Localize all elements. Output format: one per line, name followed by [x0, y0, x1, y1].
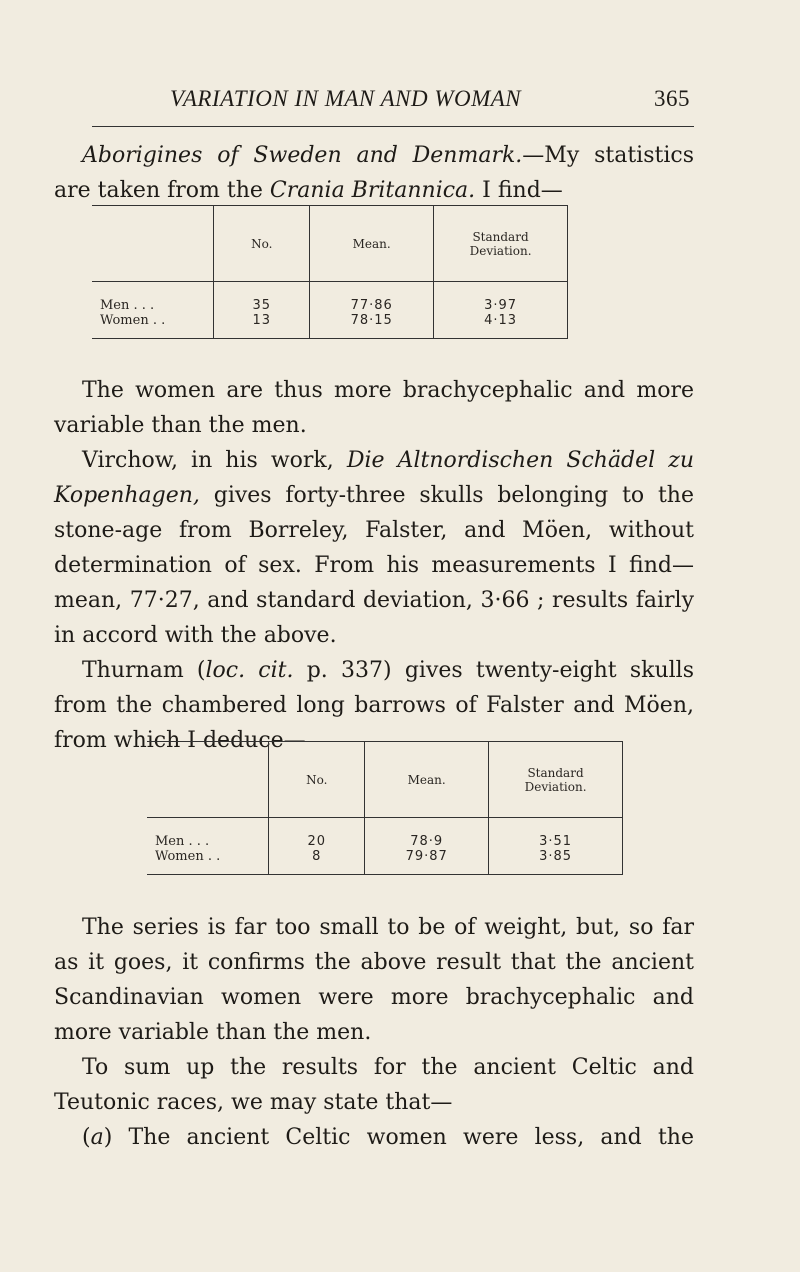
- text-line: in accord with the above.: [54, 623, 337, 648]
- text-line: variable than the men.: [54, 413, 307, 438]
- running-title: VARIATION IN MAN AND WOMAN: [170, 86, 522, 111]
- header-cell-no: No.: [214, 206, 310, 282]
- text-line: Aborigines of Sweden and Denmark.—My statistics: [82, 143, 694, 168]
- text-line: mean, 77·27, and standard deviation, 3·66 ; results fairly: [54, 588, 694, 613]
- page-number: 365: [654, 86, 690, 111]
- text-line: from which I deduce—: [54, 728, 306, 753]
- header-cell-sd: Standard Deviation.: [434, 206, 568, 282]
- header-cell-empty: [147, 742, 269, 818]
- paragraph-summary: [54, 910, 694, 1155]
- text-line: determination of sex. From his measurements I find—: [54, 553, 694, 578]
- text-line: as it goes, it confirms the above result that the ancient: [54, 950, 694, 975]
- text-line: from the chambered long barrows of Falster and Möen,: [54, 693, 694, 718]
- header-rule: [92, 126, 694, 127]
- citation: loc. cit.: [205, 658, 294, 683]
- header-cell-mean: Mean.: [365, 742, 489, 818]
- text-line: Scandinavian women were more brachycephalic and: [54, 985, 694, 1010]
- stats-table-crania: [92, 205, 568, 339]
- text-line: (a) The ancient Celtic women were less, and the: [82, 1125, 694, 1150]
- text-line: stone-age from Borreley, Falster, and Möen, without: [54, 518, 694, 543]
- paragraph-virchow-thurnam: [54, 373, 694, 758]
- table-row: Men . . . 20 78·9 3·51: [147, 818, 623, 850]
- text-line: Teutonic races, we may state that—: [54, 1090, 453, 1115]
- text-line: Virchow, in his work, Die Altnordischen Schädel zu: [82, 448, 694, 473]
- table-header-row: [147, 742, 623, 818]
- text-line: more variable than the men.: [54, 1020, 372, 1045]
- text-line: Thurnam (loc. cit. p. 337) gives twenty-eight skulls: [82, 658, 694, 683]
- book-title: Kopenhagen,: [54, 483, 200, 508]
- book-title: Die Altnordischen Schädel zu: [346, 448, 694, 473]
- text-line: To sum up the results for the ancient Celtic and: [82, 1055, 694, 1080]
- header-cell-sd: Standard Deviation.: [489, 742, 623, 818]
- header-cell-empty: [92, 206, 214, 282]
- stats-table-barrows: [147, 741, 623, 875]
- book-title: Crania Britannica.: [269, 178, 476, 203]
- section-heading: Aborigines of Sweden and Denmark.: [82, 143, 523, 168]
- text-line: The series is far too small to be of weight, but, so far: [82, 915, 694, 940]
- table-row: Women . . 13 78·15 4·13: [92, 313, 568, 339]
- text-line: The women are thus more brachycephalic and more: [82, 378, 694, 403]
- table-row: Men . . . 35 77·86 3·97: [92, 282, 568, 314]
- header-cell-mean: Mean.: [310, 206, 434, 282]
- header-cell-no: No.: [269, 742, 365, 818]
- table-header-row: [92, 206, 568, 282]
- text-line: are taken from the Crania Britannica. I find—: [54, 178, 563, 203]
- table-row: Women . . 8 79·87 3·85: [147, 849, 623, 875]
- paragraph-aborigines: [54, 138, 694, 208]
- text-line: Kopenhagen, gives forty-three skulls belonging to the: [54, 483, 694, 508]
